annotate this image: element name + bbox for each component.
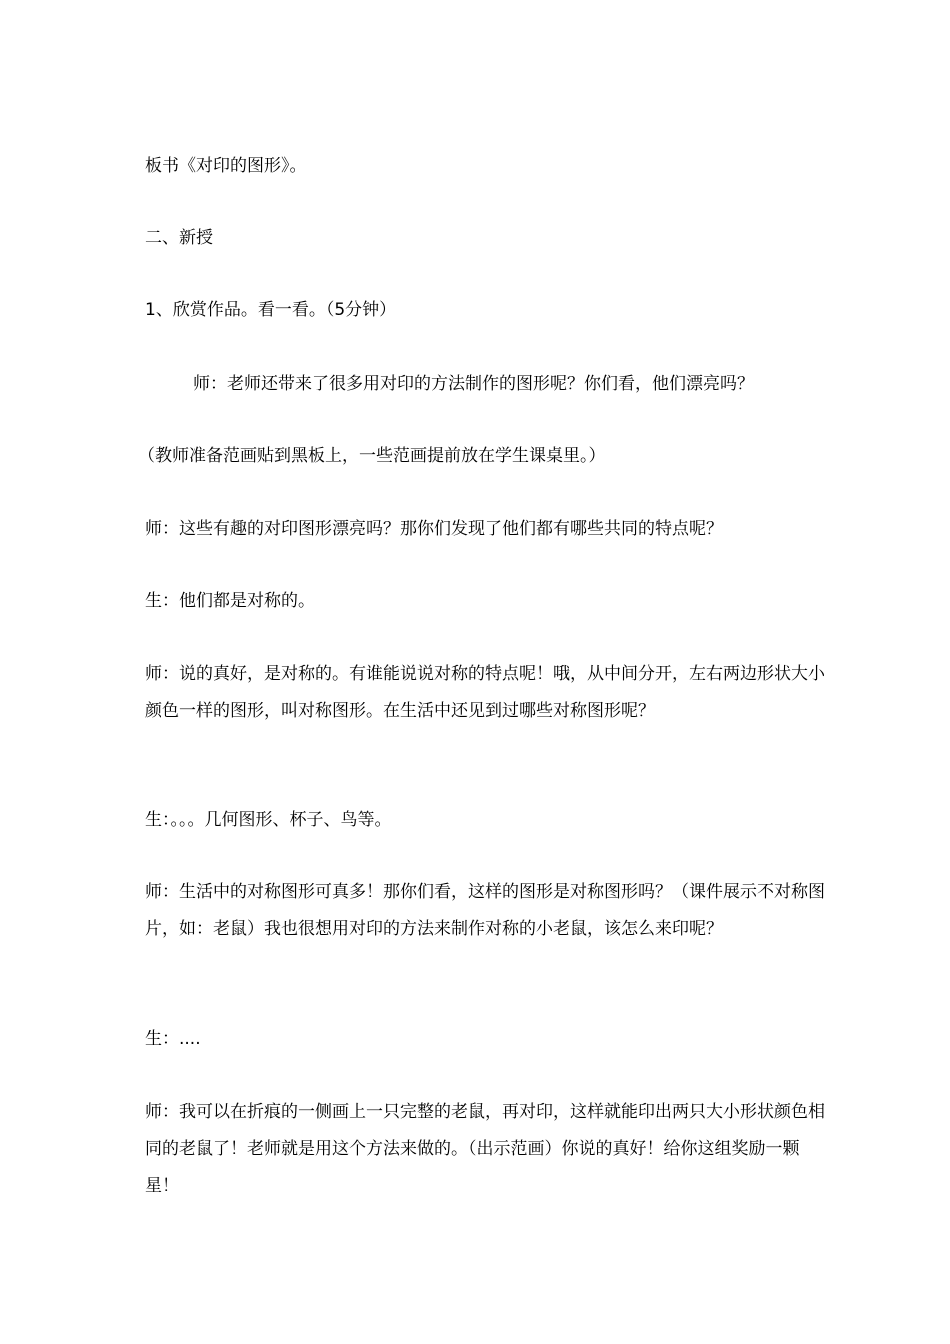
section-heading: 二、新授 (145, 228, 213, 248)
student-line-3: 生：.... (145, 1029, 201, 1049)
teacher-line-1: 师：老师还带来了很多用对印的方法制作的图形呢？你们看，他们漂亮吗？ (193, 374, 754, 394)
teacher-line-3: 师：说的真好，是对称的。有谁能说说对称的特点呢！哦，从中间分开，左右两边形状大小颜色一样的图形，叫对称图形。在生活中还见到过哪些对称图形呢？ (145, 664, 825, 721)
student-line-2: 生：。。。几何图形、杯子、鸟等。 (145, 810, 392, 830)
teacher-line-2: 师：这些有趣的对印图形漂亮吗？那你们发现了他们都有哪些共同的特点呢？ (145, 519, 723, 539)
teacher-line-4: 师：生活中的对称图形可真多！那你们看，这样的图形是对称图形吗？（课件展示不对称图片，如：老鼠）我也很想用对印的方法来制作对称的小老鼠，该怎么来印呢？ (145, 882, 825, 939)
student-line-1: 生：他们都是对称的。 (145, 591, 315, 611)
stage-direction: （教师准备范画贴到黑板上，一些范画提前放在学生课桌里。） (138, 446, 606, 466)
teacher-line-5: 师：我可以在折痕的一侧画上一只完整的老鼠，再对印，这样就能印出两只大小形状颜色相同的老鼠了！老师就是用这个方法来做的。（出示范画）你说的真好！给你这组奖励一颗星！ (145, 1102, 825, 1196)
step-heading: 1、欣赏作品。看一看。（5分钟） (145, 300, 397, 320)
board-title-line: 板书《对印的图形》。 (145, 156, 307, 176)
